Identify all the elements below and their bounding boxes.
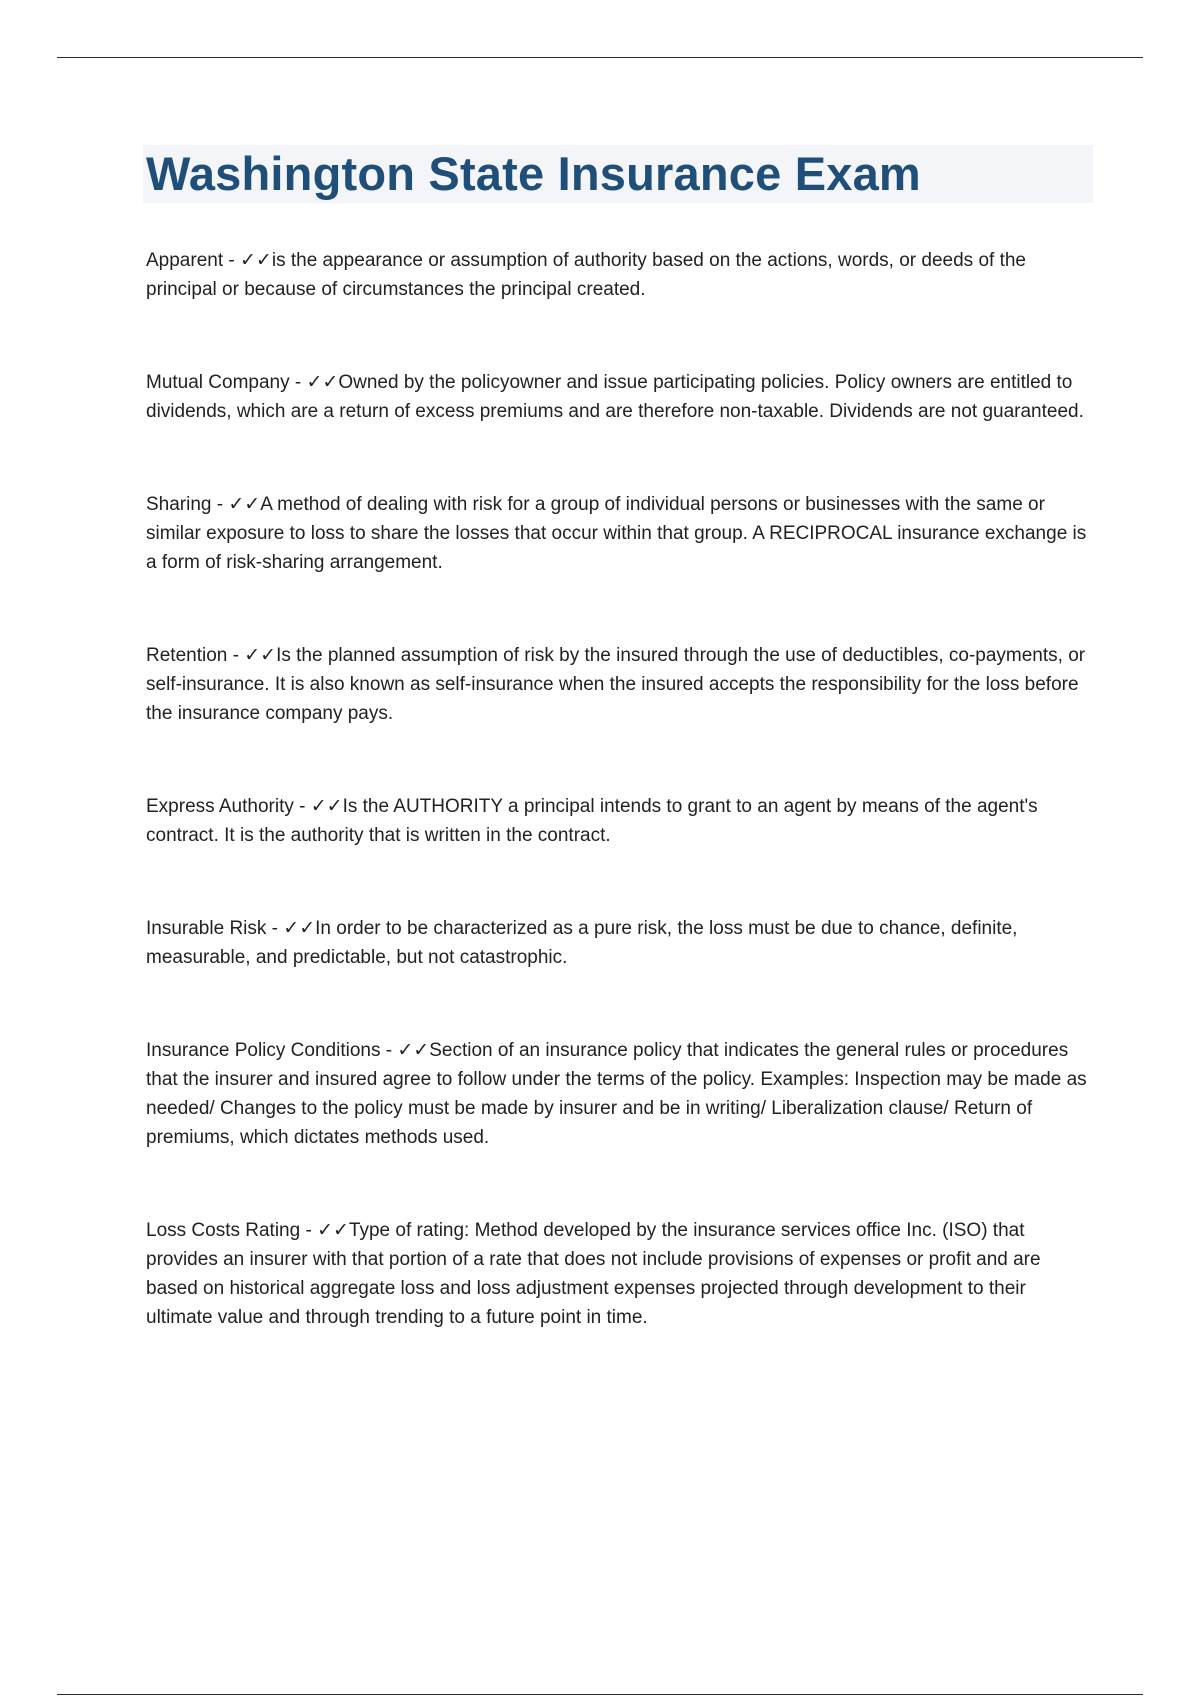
definition-entry-apparent bbox=[146, 246, 1091, 304]
double-check-icon: ✓✓ bbox=[397, 1040, 430, 1061]
entry-separator: - bbox=[223, 250, 241, 271]
double-check-icon: ✓✓ bbox=[306, 372, 339, 393]
footer-rule bbox=[57, 1694, 1143, 1695]
entry-separator: - bbox=[300, 1220, 318, 1241]
definition-entry-retention bbox=[146, 641, 1091, 728]
entry-definition: In order to be characterized as a pure risk, the loss must be due to chance, definite, measurable, and predictable, but not catastrophic. bbox=[146, 918, 1018, 968]
entry-definition: Is the planned assumption of risk by the insured through the use of deductibles, co-payments, or self-insurance. It is also known as self-insurance when the insured accepts the responsibility for the loss before the insurance company pays. bbox=[146, 645, 1086, 724]
definition-entry-mutual-company bbox=[146, 368, 1091, 426]
entry-definition: Is the AUTHORITY a principal intends to grant to an agent by means of the agent's contract. It is the authority that is written in the contract. bbox=[146, 796, 1038, 846]
entry-separator: - bbox=[211, 494, 229, 515]
entry-separator: - bbox=[380, 1040, 398, 1061]
entry-term: Apparent bbox=[146, 250, 224, 271]
double-check-icon: ✓✓ bbox=[310, 796, 343, 817]
entry-term: Insurance Policy Conditions bbox=[146, 1040, 381, 1061]
entry-term: Retention bbox=[146, 645, 228, 666]
definition-entry-insurable-risk bbox=[146, 914, 1091, 972]
double-check-icon: ✓✓ bbox=[228, 494, 261, 515]
entry-term: Sharing bbox=[146, 494, 212, 515]
definition-entry-sharing bbox=[146, 490, 1091, 577]
definition-entry-express-authority bbox=[146, 792, 1091, 850]
entry-definition: Section of an insurance policy that indicates the general rules or procedures that the insurer and insured agree to follow under the terms of the policy. Examples: Inspection may be made as needed/ Changes to the policy must be made by insurer and be in writing/ Liberalization clause/ Return of premiums, which dictates methods used. bbox=[146, 1040, 1087, 1148]
entry-separator: - bbox=[227, 645, 245, 666]
entry-definition: A method of dealing with risk for a group of individual persons or businesses with the same or similar exposure to loss to share the losses that occur within that group. A RECIPROCAL insurance exchange is a form of risk-sharing arrangement. bbox=[146, 494, 1087, 573]
definition-entry-insurance-policy-conditions bbox=[146, 1036, 1091, 1152]
double-check-icon: ✓✓ bbox=[283, 918, 316, 939]
entry-definition: Type of rating: Method developed by the insurance services office Inc. (ISO) that provides an insurer with that portion of a rate that does not include provisions of expenses or profit and are based on historical aggregate loss and loss adjustment expenses projected through development to their ultimate value and through trending to a future point in time. bbox=[146, 1220, 1041, 1328]
header-rule bbox=[57, 57, 1143, 58]
page-title: Washington State Insurance Exam bbox=[146, 147, 921, 200]
double-check-icon: ✓✓ bbox=[244, 645, 277, 666]
double-check-icon: ✓✓ bbox=[317, 1220, 349, 1241]
entry-separator: - bbox=[293, 796, 311, 817]
entry-term: Express Authority bbox=[146, 796, 294, 817]
entry-separator: - bbox=[289, 372, 307, 393]
entry-term: Insurable Risk bbox=[146, 918, 267, 939]
double-check-icon: ✓✓ bbox=[240, 250, 272, 271]
entry-separator: - bbox=[266, 918, 284, 939]
entry-definition: Owned by the policyowner and issue participating policies. Policy owners are entitled to dividends, which are a return of excess premiums and are therefore non-taxable. Dividends are not guaranteed. bbox=[146, 372, 1084, 422]
entry-term: Loss Costs Rating bbox=[146, 1220, 301, 1241]
entry-definition: is the appearance or assumption of authority based on the actions, words, or deeds of the principal or because of circumstances the principal created. bbox=[146, 250, 1026, 300]
entry-term: Mutual Company bbox=[146, 372, 290, 393]
definition-list bbox=[146, 246, 1091, 1332]
definition-entry-loss-costs-rating bbox=[146, 1216, 1091, 1332]
